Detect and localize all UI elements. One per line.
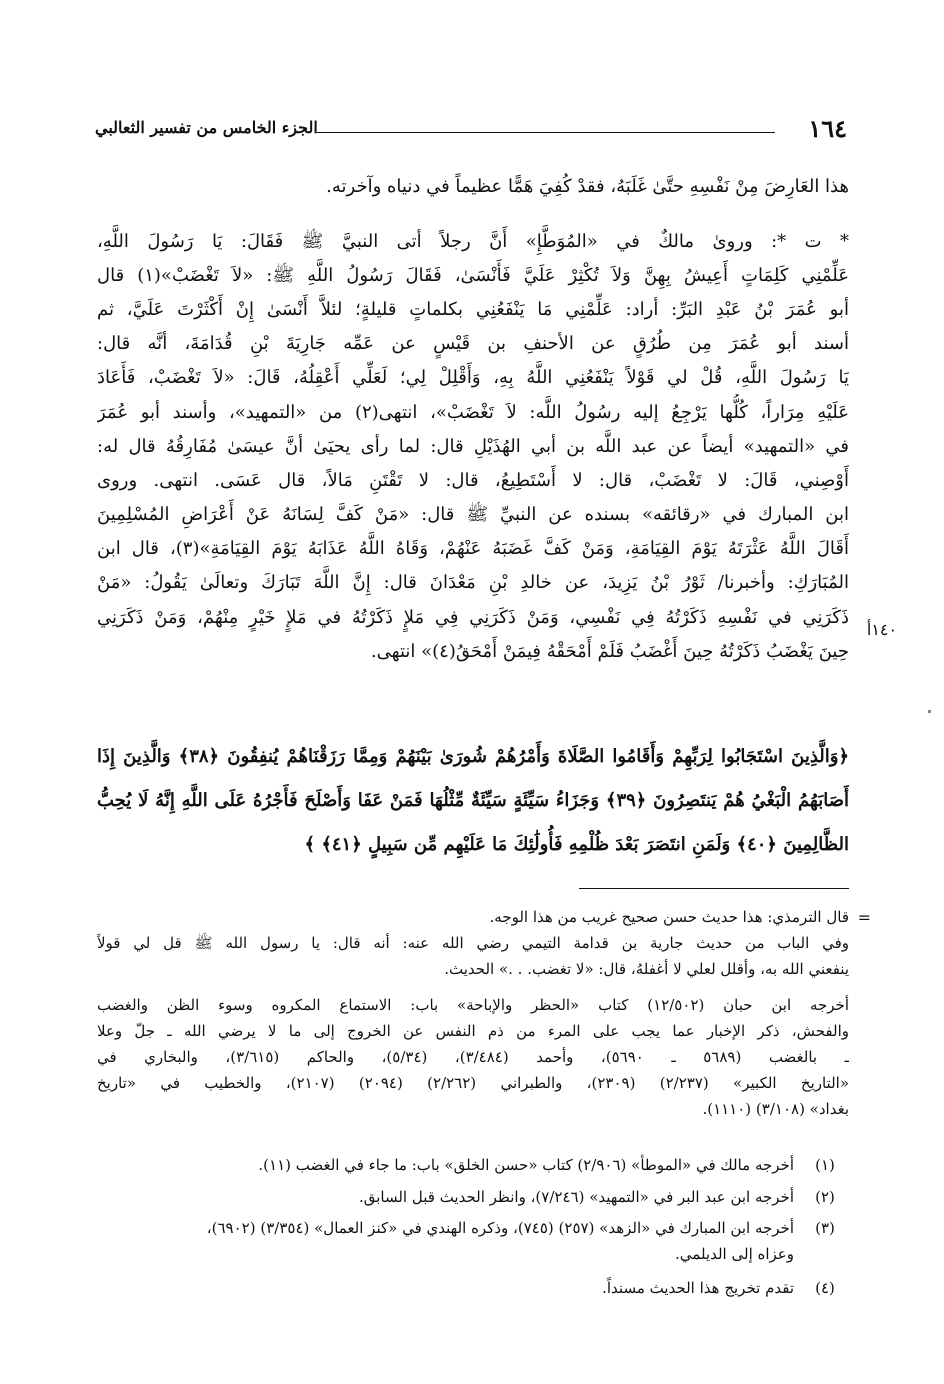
body-line: أسند أبو عُمَرَ مِن طُرُقٍ عن الأحنفِ بن قَيْسٍ عن عَمِّه جَارِيَةَ بْنِ قُدَامَةَ، أنَّه قال: [97,333,849,354]
body-line: عَلَيْهِ مِرَاراً، كُلُّها يَرْجِعُ إليه رسُولُ اللَّه: لاَ تَغْضَبْ»، انتهى(٢) من «التمهيد»، وأسند أبو عُمَرَ [97,402,849,423]
body-line: * ت *: ورویٰ مالكٌ في «المُوَطَّإِ» أَنَّ رجلاً أتى النبيَّ ﷺ فَقَالَ: يَا رَسُولَ اللَّهِ، [97,231,849,252]
body-line: ذَكَرَنِي في نَفْسِهِ ذَكَرْتُهُ فِي نَفْسِي، وَمَنْ ذَكَرَنِي فِي مَلإٍ ذَكَرْتُهُ في مَلإٍ خَيْرٍ مِنْهُمْ، وَمَنْ ذَكَرَنِي [97,607,849,628]
footnote-number: (١) [815,1156,835,1174]
footnote-number: (٢) [815,1188,835,1206]
body-line: أَوْصِني، قَالَ: لا تَغْضَبْ، قال: لا أَسْتَطِيعُ، قال: لا تَقْتَنِ مَالاً، قال عَسَى. انتهى. وروى [97,470,849,491]
body-line: أَقَالَ اللَّهُ عَثْرَتَهُ يَوْمَ القِيَامَةِ، وَمَنْ كَفَّ غَضَبَهُ عَنْهُمْ، وَقَاهُ اللَّهُ عَذَابَهُ يَوْمَ القِيَامَةِ»(٣)، قال ابن [97,538,849,559]
footnote-text: تقدم تخريج هذا الحديث مسنداً. [602,1279,794,1297]
footnote-line: أخرجه ابن حبان (١٢/٥٠٢) كتاب «الحظر والإباحة» باب: الاستماع المكروه وسوء الظن والغضب [97,996,849,1014]
body-line: ابن المبارك في «رقائقه» بسنده عن النبيِّ ﷺ قال: «مَنْ كَفَّ لِسَانَهُ عَنْ أَعْرَاضِ المُسْلِمِينَ [97,504,849,525]
body-line: يَا رَسُولَ اللَّهِ، قُلْ لي قَوْلاً يَنْفَعُنِي اللَّهُ بِهِ، وَأَقْلِلْ لِي؛ لَعَلِّي أَعْقِلُهُ، قَالَ: «لاَ تَغْضَبْ، فَأَعَادَ [97,367,849,388]
running-header [95,114,847,148]
body-line: هذا العَارِضَ مِنْ نَفْسِهِ حتَّىٰ غَلَبَهُ، فقدْ كُفِيَ هَمًّا عظيماً في دنياه وآخرته. [326,176,849,197]
page-number: ١٦٤ [808,114,847,143]
footnote-line: والفحش، ذكر الإخبار عما يجب على المرء من ذم النفس عن الخروج إلى ما لا يرضي الله ـ جلّ وعلا [97,1022,849,1040]
body-line: عَلِّمْنِي كَلِمَاتٍ أَعِيشُ بِهِنَّ وَلاَ تُكْثِرْ عَلَيَّ فَأَنْسَىٰ، فَقَالَ رَسُولُ اللَّهِ ﷺ: «لاَ تَغْضَبْ»(١) قال [97,265,849,286]
header-rule [317,132,775,133]
footnote-line: قال الترمذي: هذا حديث حسن صحيح غريب من هذا الوجه. [489,908,849,926]
footnote-line: «التاريخ الكبير» (٢/٢٣٧) (٢٣٠٩)، والطبراني (٢/٢٦٢) (٢٠٩٤) (٢١٠٧)، والخطيب في «تاريخ [97,1074,849,1092]
body-line: أبو عُمَرَ بْنُ عَبْدِ البَرِّ: أراد: عَلِّمْنِي مَا يَنْفَعُنِي بكلماتٍ قليلةٍ؛ لئلاَّ أَنْسَىٰ إِنْ أَكْثَرْتَ عَلَيَّ، ثم [97,299,849,320]
body-line: حِينَ يَغْضَبُ ذَكَرْتُهُ حِينَ أَغْضَبُ فَلَمْ أَمْحَقْهُ فِيمَنْ أَمْحَقُ(٤)» انتهى. [370,641,849,662]
footnote-number: (٤) [815,1279,835,1297]
scan-speck [928,710,931,713]
footnote-continuation-mark: = [857,908,871,927]
footnote-line: بغداد» (٣/١٠٨) (١١١٠). [702,1100,849,1118]
footnote-text: أخرجه ابن المبارك في «الزهد» (٢٥٧) (٧٤٥)، وذكره الهندي في «كنز العمال» (٣/٣٥٤) (٦٩٠٢)، [206,1219,794,1237]
footnote-separator [579,888,849,889]
quran-verse-line: ﴿وَالَّذِينَ اسْتَجَابُوا لِرَبِّهِمْ وَأَقَامُوا الصَّلَاةَ وَأَمْرُهُمْ شُورَىٰ بَيْنَهُمْ وَمِمَّا رَزَقْنَاهُمْ يُنفِقُونَ ﴿٣٨﴾ وَالَّذِينَ إِذَا [97,746,849,767]
quran-verse-line: أَصَابَهُمُ الْبَغْيُ هُمْ يَنتَصِرُونَ ﴿٣٩﴾ وَجَزَاءُ سَيِّئَةٍ سَيِّئَةٌ مِّثْلُهَا فَمَنْ عَفَا وَأَصْلَحَ فَأَجْرُهُ عَلَى اللَّهِ إِنَّهُ لَا يُحِبُّ [97,790,849,811]
body-line: المُبَارَكِ: وأخبرنا/ ثَوْرُ بْنُ يَزِيدَ، عن خالدِ بْنِ مَعْدَانَ قال: إِنَّ اللَّهَ تَبَارَكَ وتعالَىٰ يَقُولُ: «مَنْ [97,572,849,593]
footnote-line: ـ بالغضب (٥٦٨٩ ـ ٥٦٩٠)، وأحمد (٣/٤٨٤)، (٥/٣٤)، والحاكم (٣/٦١٥)، والبخاري في [97,1048,849,1066]
footnote-line: وفي الباب من حديث جارية بن قدامة التيمي رضي الله عنه: أنه قال: يا رسول الله ﷺ قل لي قولاً [97,934,849,952]
footnote-text: أخرجه مالك في «الموطأ» (٢/٩٠٦) كتاب «حسن الخلق» باب: ما جاء في الغضب (١١). [258,1156,794,1174]
body-line: في «التمهيد» أيضاً عن عبد اللَّه بن أبي الهُذَيْلِ قال: لما رأى يحيَىٰ أنَّ عيسَىٰ مُفَارِقُهُ قال له: [97,436,849,457]
book-title: الجزء الخامس من تفسير الثعالبي [95,118,318,137]
footnote-line: ينفعني الله به، وأقلل لعلي لا أغفلهُ، قال: «لا تغضب. . .» الحديث. [444,960,849,978]
footnote-number: (٣) [815,1219,835,1237]
quran-verse-line: الظَّالِمِينَ ﴿٤٠﴾ وَلَمَنِ انتَصَرَ بَعْدَ ظُلْمِهِ فَأُولَٰئِكَ مَا عَلَيْهِم مِّن سَبِيلٍ ﴿٤١﴾ ﴾ [304,834,849,855]
footnote-text: أخرجه ابن عبد البر في «التمهيد» (٧/٢٤٦)، وانظر الحديث قبل السابق. [358,1188,794,1206]
margin-folio-note: ١٤٠أ [866,620,898,639]
footnote-text: وعزاه إلى الديلمي. [675,1245,794,1263]
